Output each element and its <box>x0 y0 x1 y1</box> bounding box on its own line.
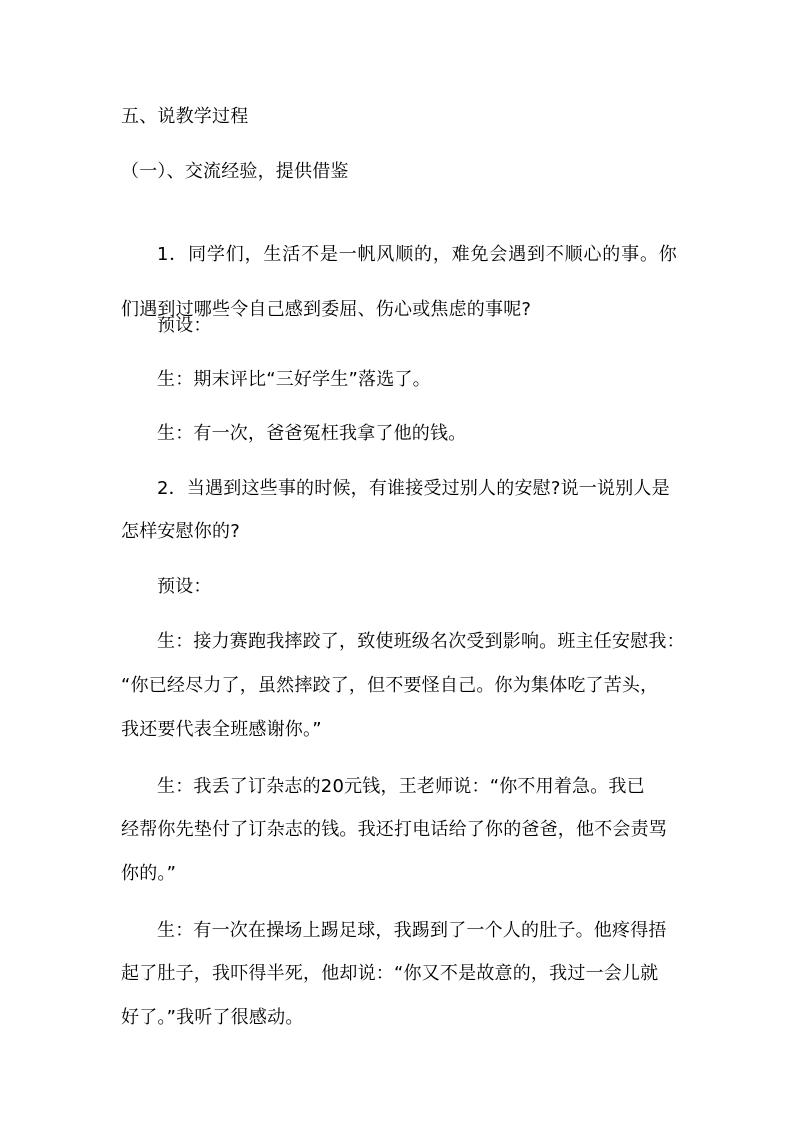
paragraph-line: 1．同学们，生活不是一帆风顺的，难免会遇到不顺心的事。你 <box>157 244 677 265</box>
paragraph-line: 怎样安慰你的? <box>121 521 240 542</box>
paragraph-line: 生：期末评比“三好学生”落选了。 <box>157 369 431 390</box>
paragraph-line: “你已经尽力了，虽然摔跤了，但不要怪自己。你为集体吃了苦头， <box>121 675 659 696</box>
paragraph-line: 生：有一次在操场上踢足球，我踢到了一个人的肚子。他疼得捂 <box>157 920 667 941</box>
paragraph-line: 生：有一次，爸爸冤枉我拿了他的钱。 <box>157 423 467 444</box>
paragraph-line: 预设： <box>157 315 212 336</box>
paragraph-line: 预设： <box>157 576 212 597</box>
paragraph-line: 我还要代表全班感谢你。” <box>121 719 322 740</box>
paragraph-line: 们遇到过哪些令自己感到委屈、伤心或焦虑的事呢? <box>121 299 532 320</box>
paragraph-line: 经帮你先垫付了订杂志的钱。我还打电话给了你的爸爸，他不会责骂 <box>121 819 667 840</box>
paragraph-line: 起了肚子，我吓得半死，他却说：“你又不是故意的，我过一会儿就 <box>121 963 659 984</box>
paragraph-line: 好了。”我听了很感动。 <box>121 1007 304 1028</box>
paragraph-line: 你的。” <box>121 863 177 884</box>
paragraph-line: 生：接力赛跑我摔跤了，致使班级名次受到影响。班主任安慰我： <box>157 631 685 652</box>
paragraph-line: 2．当遇到这些事的时候，有谁接受过别人的安慰?说一说别人是 <box>157 478 670 499</box>
section-title: 五、说教学过程 <box>121 106 249 127</box>
subsection-title: （一）、交流经验，提供借鉴 <box>121 161 349 182</box>
paragraph-line: 生：我丢了订杂志的20元钱，王老师说：“你不用着急。我已 <box>157 776 645 797</box>
